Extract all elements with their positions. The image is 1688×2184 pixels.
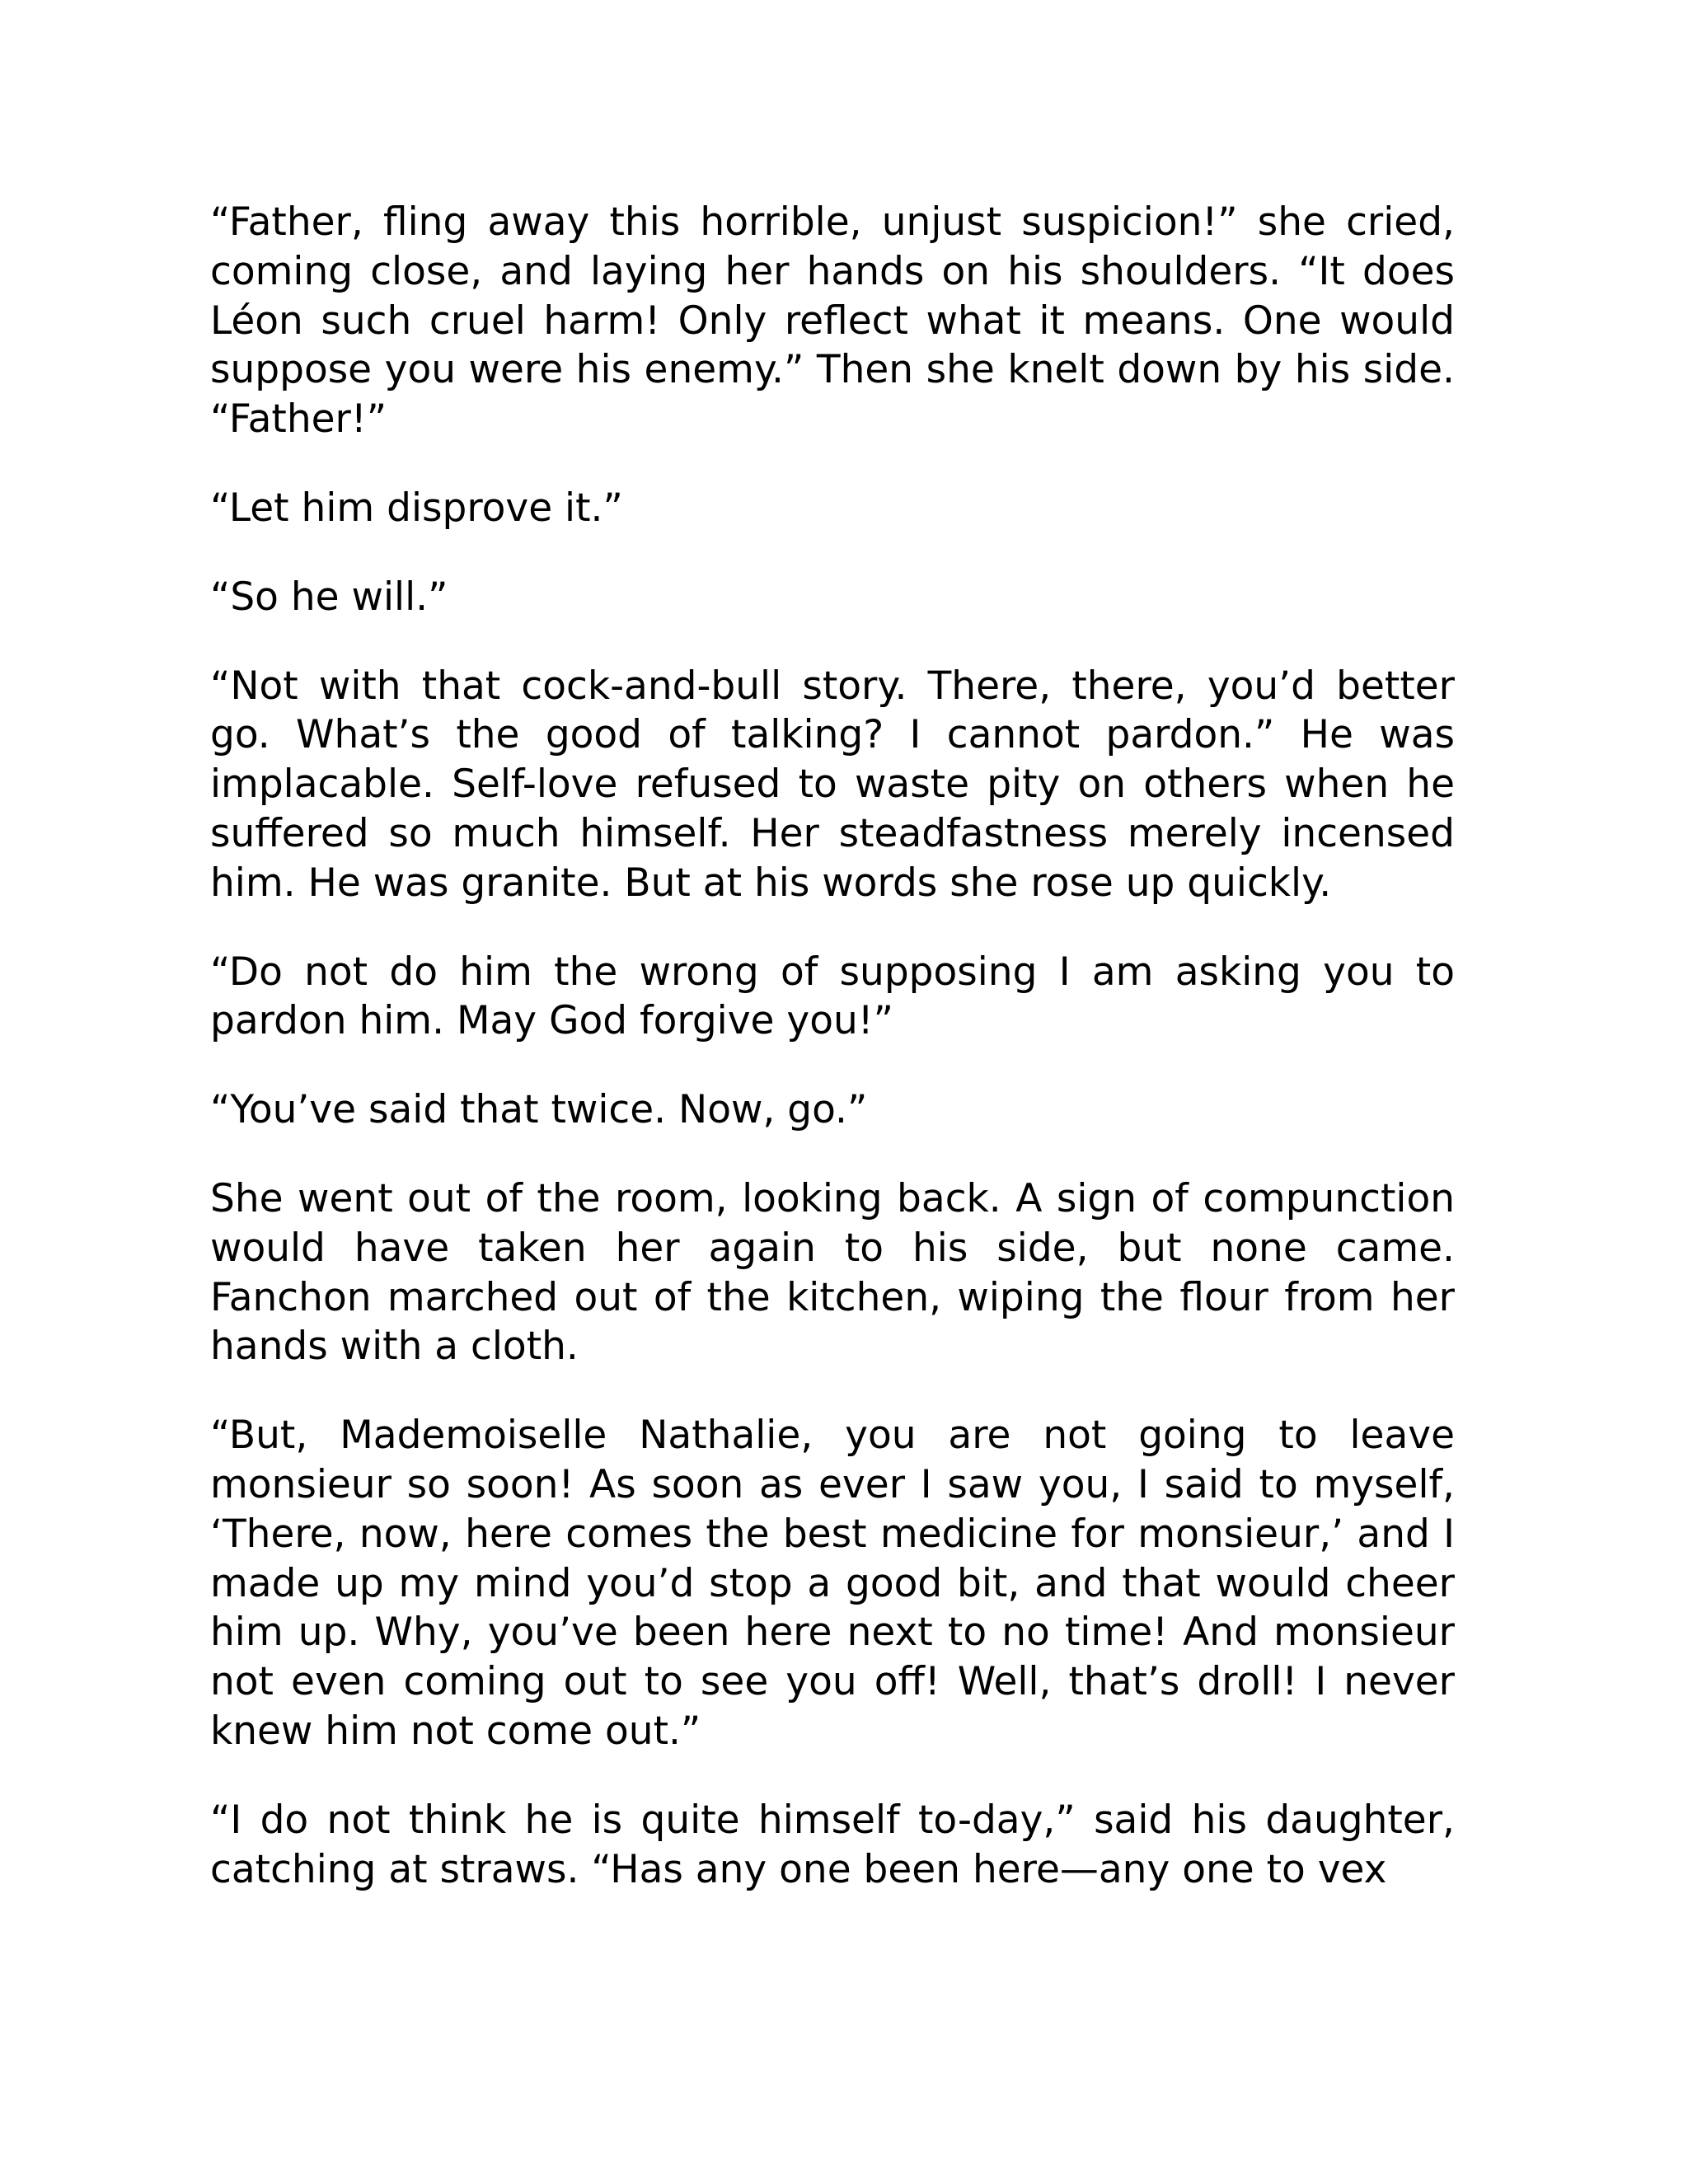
paragraph: “Let him disprove it.”	[210, 485, 623, 531]
paragraph: “I do not think he is quite himself to-day,” said his daughter, catching at straws. “Has any one been here—any one to vex	[210, 1797, 1455, 1892]
paragraph: “Father, fling away this horrible, unjust suspicion!” she cried, coming close, and laying her hands on his shoulders. “It does Léon such cruel harm! Only reflect what it means. One would suppose you were his enemy.” Then she knelt down by his side. “Father!”	[210, 199, 1455, 443]
paragraph: “But, Mademoiselle Nathalie, you are not going to leave monsieur so soon! As soon as ever I saw you, I said to myself, ‘There, now, here comes the best medicine for monsieur,’ and I made up my mind you’d stop a good bit, and that would cheer him up. Why, you’ve been here next to no time! And monsieur not even coming out to see you off! Well, that’s droll! I never knew him not come out.”	[210, 1413, 1455, 1754]
paragraph: “Do not do him the wrong of supposing I am asking you to pardon him. May God forgive you!”	[210, 949, 1455, 1044]
paragraph: “So he will.”	[210, 574, 448, 620]
paragraph: “You’ve said that twice. Now, go.”	[210, 1087, 868, 1133]
paragraph: “Not with that cock-and-bull story. There, there, you’d better go. What’s the good of talking? I cannot pardon.” He was implacable. Self-love refused to waste pity on others when he suffered so much himself. Her steadfastness merely incensed him. He was granite. But at his words she rose up quickly.	[210, 663, 1455, 906]
page-body	[210, 198, 1455, 1894]
paragraph: She went out of the room, looking back. A sign of compunction would have taken her again to his side, but none came. Fanchon marched out of the kitchen, wiping the flour from her hands with a cloth.	[210, 1175, 1455, 1370]
